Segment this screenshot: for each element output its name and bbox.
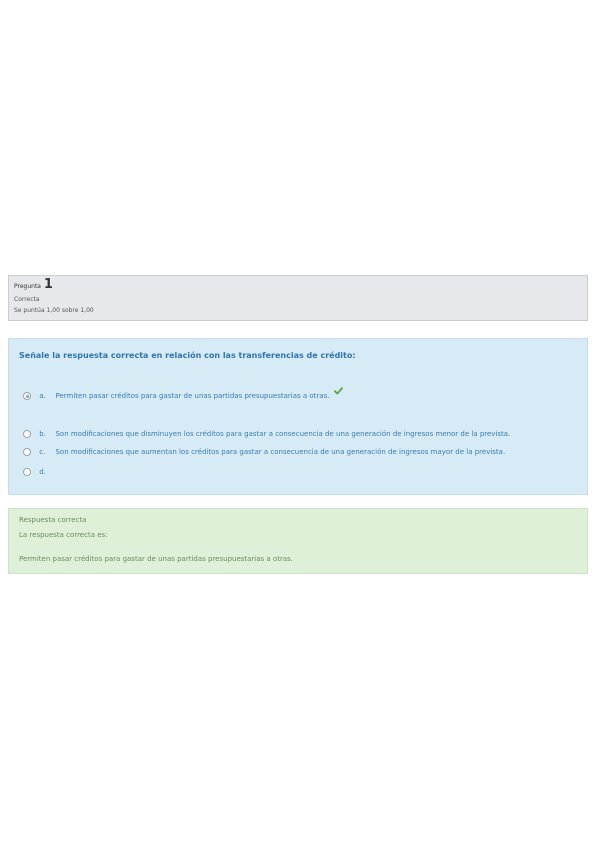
question-state: Correcta [14,296,40,303]
question-number: 1 [43,277,53,292]
question-info-panel [8,275,588,321]
answer-option-c[interactable] [23,448,505,456]
radio-button-d[interactable] [23,468,31,476]
correct-answer-text: Permiten pasar créditos para gastar de unas partidas presupuestarias a otras. [19,555,293,563]
answer-option-d[interactable] [23,468,53,476]
radio-button-a[interactable] [23,392,31,400]
answer-option-a[interactable] [23,391,343,401]
answer-letter-d: d. [39,468,46,476]
question-label: Pregunta [14,283,41,290]
feedback-status: Respuesta correcta [19,516,87,524]
answer-letter-c: c. [39,448,46,456]
checkmark-icon [334,387,343,397]
correct-answer-label: La respuesta correcta es: [19,531,108,539]
answer-text-a: Permiten pasar créditos para gastar de unas partidas presupuestarias a otras. [55,392,330,400]
answer-letter-b: b. [39,430,46,438]
question-formulation [8,338,588,495]
feedback-panel [8,508,588,574]
answer-letter-a: a. [39,392,46,400]
radio-button-c[interactable] [23,448,31,456]
radio-button-b[interactable] [23,430,31,438]
question-text: Señale la respuesta correcta en relación con las transferencias de crédito: [19,351,356,360]
question-grade: Se puntúa 1,00 sobre 1,00 [14,307,94,314]
question-heading [14,279,582,292]
answer-text-c: Son modificaciones que aumentan los créditos para gastar a consecuencia de una generación de ingresos mayor de la prevista. [55,448,506,456]
answer-option-b[interactable] [23,430,510,438]
answer-text-b: Son modificaciones que disminuyen los créditos para gastar a consecuencia de una generación de ingresos menor de la prevista. [55,430,511,438]
